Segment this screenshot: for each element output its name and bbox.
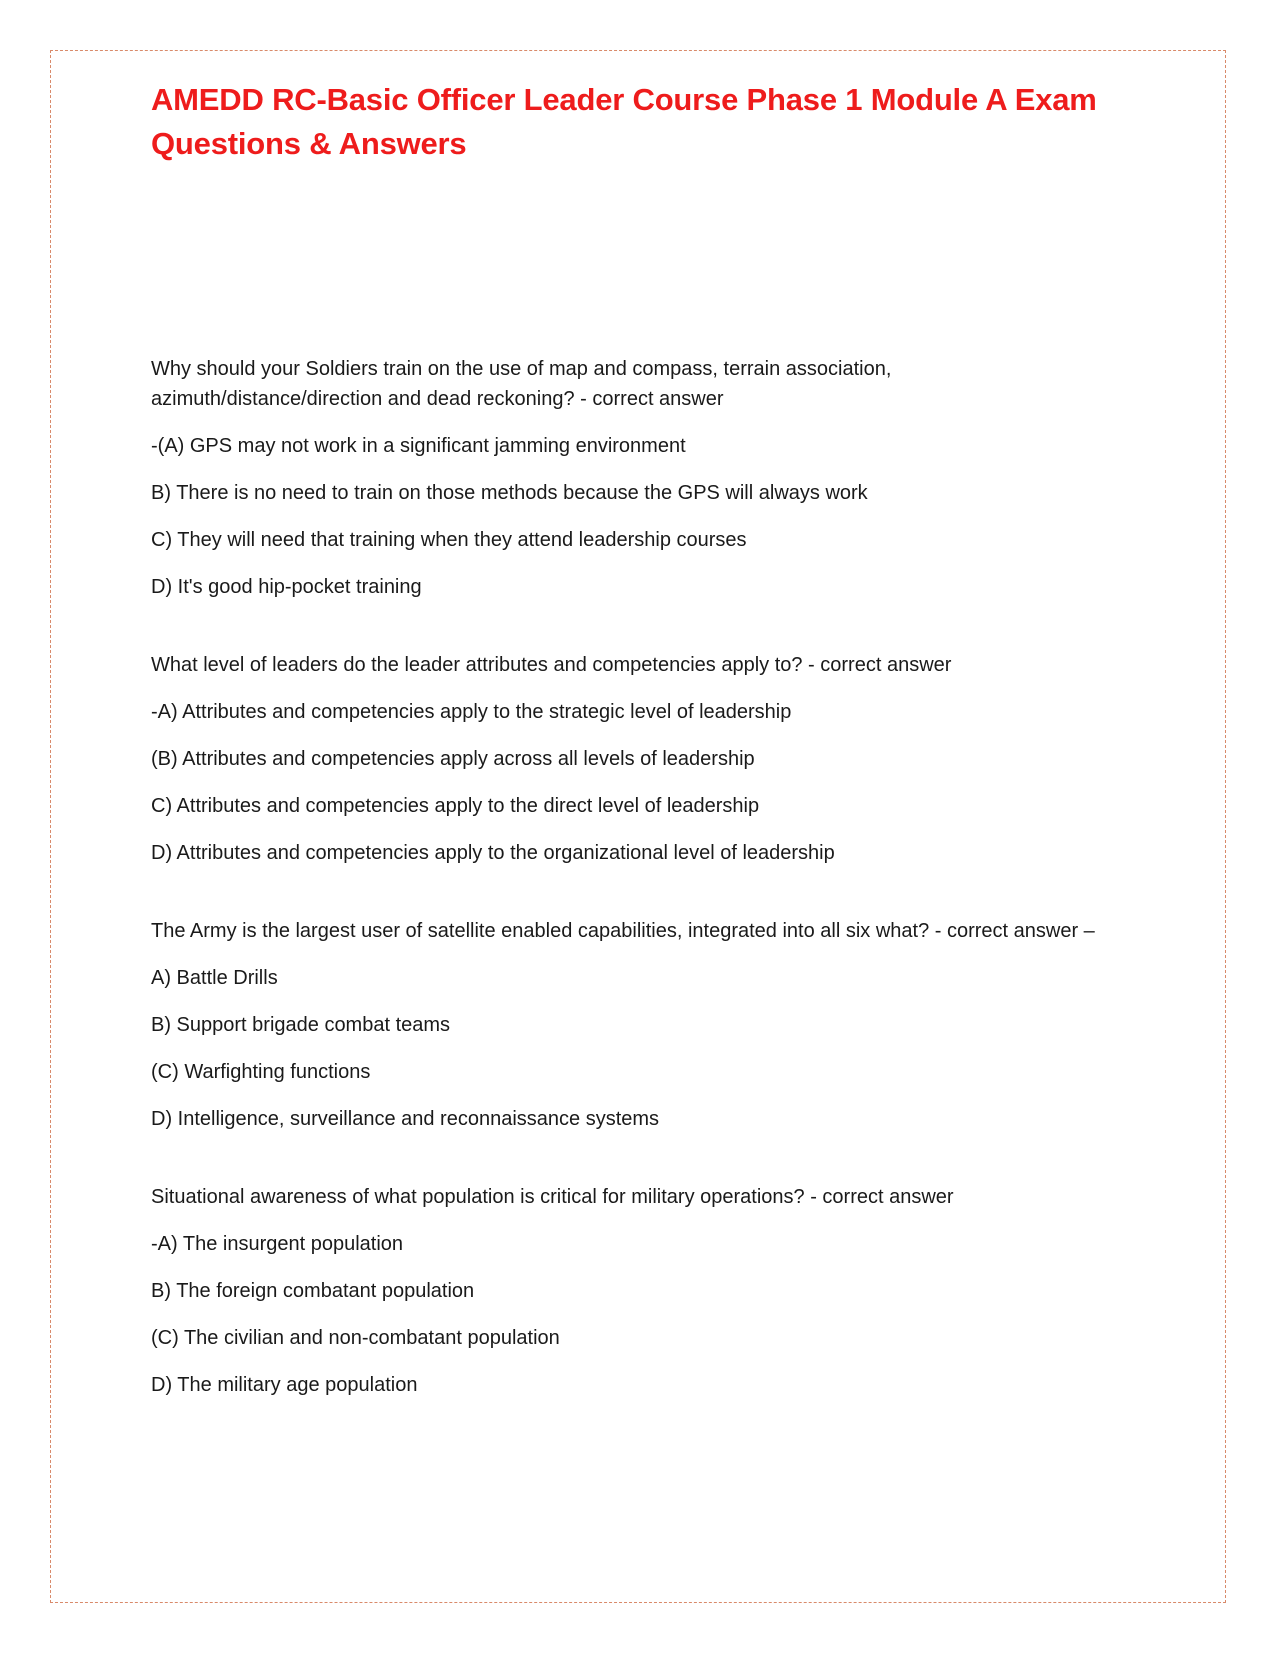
question-4 [151,1182,1121,1400]
answer-option-d: D) The military age population [151,1374,418,1396]
answer-option-b: B) Support brigade combat teams [151,1014,451,1036]
answer-option-d: D) It's good hip-pocket training [151,576,422,598]
question-text: Why should your Soldiers train on the use of map and compass, terrain association, azimuth/distance/direction and dead reckoning? - correct answer [151,358,892,410]
question-list [151,354,1121,1400]
answer-option-a: -A) Attributes and competencies apply to the strategic level of leadership [151,701,792,723]
question-1 [151,354,1121,602]
question-text: The Army is the largest user of satellite enabled capabilities, integrated into all six what? - correct answer – [151,920,1095,942]
question-2 [151,650,1121,868]
answer-option-d: D) Attributes and competencies apply to the organizational level of leadership [151,842,835,864]
answer-option-b: B) There is no need to train on those methods because the GPS will always work [151,482,868,504]
answer-option-a: -A) The insurgent population [151,1233,404,1255]
answer-option-a: A) Battle Drills [151,967,278,989]
question-text: What level of leaders do the leader attributes and competencies apply to? - correct answer [151,654,952,676]
answer-option-c: (C) Warfighting functions [151,1061,371,1083]
question-text: Situational awareness of what population is critical for military operations? - correct answer [151,1186,954,1208]
answer-option-d: D) Intelligence, surveillance and reconnaissance systems [151,1108,660,1130]
question-3 [151,916,1121,1134]
answer-option-c: C) Attributes and competencies apply to the direct level of leadership [151,795,760,817]
document-title: AMEDD RC-Basic Officer Leader Course Phase 1 Module A Exam Questions & Answers [151,82,1097,161]
document-content [151,78,1121,1448]
answer-option-c: (C) The civilian and non-combatant population [151,1327,560,1349]
answer-option-b: B) The foreign combatant population [151,1280,475,1302]
answer-option-c: C) They will need that training when they attend leadership courses [151,529,747,551]
answer-option-b: (B) Attributes and competencies apply across all levels of leadership [151,748,755,770]
answer-option-a: -(A) GPS may not work in a significant jamming environment [151,435,686,457]
